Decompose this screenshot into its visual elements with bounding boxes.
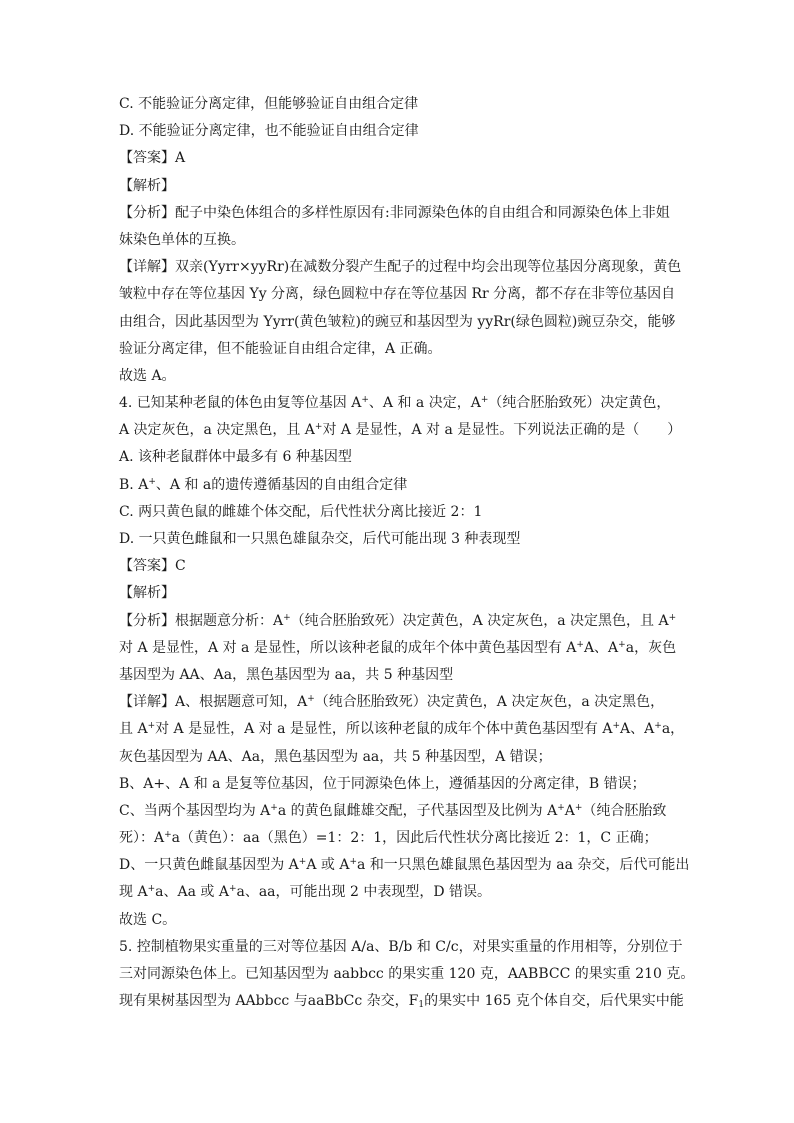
line-text: A. 该种老鼠群体中最多有 6 种基因型 bbox=[119, 449, 352, 466]
line-text: a，灰色 bbox=[625, 639, 677, 656]
line-text: 皱粒中存在等位基因 Yy 分离，绿色圆粒中存在等位基因 Rr 分离，都不存在非等位基因自 bbox=[119, 286, 676, 303]
text-line bbox=[119, 934, 683, 961]
superscript: + bbox=[270, 802, 278, 813]
line-text: A、A bbox=[620, 721, 655, 738]
text-line bbox=[119, 907, 679, 934]
line-text: a（黄色）：aa（黑色）=1：2：1，因此后代性状分离比接近 2：1，C 正确； bbox=[171, 830, 658, 847]
text-line bbox=[119, 309, 679, 336]
section-tag: 【 分析 】 bbox=[119, 205, 175, 221]
superscript: + bbox=[612, 721, 621, 732]
text-line bbox=[119, 635, 679, 662]
line-text: 配子中染色体组合的多样性原因有:非同源染色体的自由组合和同源染色体上非姐 bbox=[175, 204, 670, 221]
line-text: 死）：A bbox=[119, 830, 165, 847]
text-line bbox=[119, 472, 679, 499]
text-line bbox=[119, 227, 679, 254]
line-text: 故选 A。 bbox=[119, 367, 176, 384]
section-tag: 【 解析 】 bbox=[119, 178, 175, 194]
text-line bbox=[119, 444, 679, 471]
line-text: 妹染色单体的互换。 bbox=[119, 231, 245, 248]
line-text: D. 不能验证分离定律，也不能验证自由组合定律 bbox=[119, 123, 419, 140]
text-line bbox=[119, 961, 695, 988]
text-line bbox=[119, 879, 679, 906]
superscript: + bbox=[557, 802, 565, 813]
superscript: + bbox=[618, 639, 626, 650]
line-text: a， bbox=[661, 721, 685, 738]
superscript: + bbox=[480, 395, 489, 406]
text-line bbox=[119, 118, 679, 145]
line-text: 对 A 是显性，A 对 a 是显性，所以该种老鼠的成年个体中黄色基因型有 A bbox=[155, 721, 613, 738]
superscript: + bbox=[164, 830, 172, 841]
section-tag: 【 分析 】 bbox=[119, 613, 175, 629]
line-text: 由组合，因此基因型为 Yyrr(黄色皱粒)的豌豆和基因型为 yyRr(绿色圆粒)豌豆杂交，能够 bbox=[119, 313, 676, 330]
superscript: + bbox=[147, 721, 156, 732]
text-line bbox=[119, 526, 679, 553]
superscript: + bbox=[349, 857, 358, 868]
line-text: 且 A bbox=[119, 721, 148, 738]
text-line bbox=[119, 771, 679, 798]
text-line bbox=[119, 173, 679, 200]
line-text: 双亲(Yyrr×yyRr)在减数分裂产生配子的过程中均会出现等位基因分离现象，黄色 bbox=[175, 259, 682, 276]
text-line bbox=[119, 825, 679, 852]
superscript: + bbox=[148, 476, 156, 487]
section-tag: 【 答案 】 bbox=[119, 558, 175, 574]
line-text: A 或 A bbox=[306, 857, 350, 874]
document-page bbox=[119, 91, 695, 1015]
line-text: C. 两只黄色鼠的雌雄个体交配，后代性状分离比接近 2：1 bbox=[119, 503, 483, 520]
superscript: + bbox=[654, 721, 662, 732]
line-text: A、根据题意可知，A bbox=[175, 694, 308, 711]
text-line bbox=[119, 988, 684, 1015]
superscript: + bbox=[574, 802, 583, 813]
text-line bbox=[119, 336, 679, 363]
line-text: a、aa，可能出现 2 中表现型，D 错误。 bbox=[236, 884, 492, 901]
section-tag: 【 详解 】 bbox=[119, 694, 175, 710]
text-line bbox=[119, 716, 685, 743]
line-text: a 的黄色鼠雌雄交配，子代基因型及比例为 A bbox=[277, 802, 558, 819]
line-text: 5. 控制植物果实重量的三对等位基因 A/a、B/b 和 C/c，对果实重量的作用相等，分别位于 bbox=[119, 938, 683, 955]
line-text: 现 A bbox=[119, 884, 148, 901]
line-text: 灰色基因型为 AA、Aa，黑色基因型为 aa，共 5 种基因型，A 错误； bbox=[119, 748, 552, 765]
section-tag: 【 详解 】 bbox=[119, 259, 175, 275]
line-text: 故选 C。 bbox=[119, 911, 177, 928]
line-text: a、Aa 或 A bbox=[155, 884, 229, 901]
line-text: （纯合胚胎致 bbox=[582, 802, 667, 819]
line-text: A、A bbox=[583, 639, 619, 656]
text-line bbox=[119, 281, 679, 308]
superscript: + bbox=[314, 422, 323, 433]
line-text: a 和一只黑色雄鼠黑色基因型为 aa 杂交，后代可能出 bbox=[357, 857, 690, 874]
line-text: 验证分离定律，但不能验证自由组合定律，A 正确。 bbox=[119, 340, 442, 357]
line-text: 、A 和 a 决定，A bbox=[368, 395, 481, 412]
line-text: 三对同源染色体上。已知基因型为 aabbcc 的果实重 120 克，AABBCC 的果实重 210 克。 bbox=[119, 966, 695, 982]
superscript: + bbox=[147, 884, 156, 895]
line-text: C bbox=[175, 558, 186, 575]
text-line bbox=[119, 145, 679, 172]
text-line bbox=[119, 363, 679, 390]
text-line bbox=[119, 608, 679, 635]
text-line bbox=[119, 798, 679, 825]
line-text: B、A+、A 和 a 是复等位基因，位于同源染色体上，遵循基因的分离定律，B 错误； bbox=[119, 775, 646, 792]
line-text: A bbox=[175, 150, 186, 167]
superscript: + bbox=[228, 884, 237, 895]
superscript: + bbox=[283, 612, 291, 623]
line-text: 现有果树基因型为 AAbbcc 与aaBbCc 杂交，F bbox=[119, 993, 419, 1010]
text-line bbox=[119, 200, 679, 227]
text-line bbox=[119, 390, 679, 417]
line-text: D. 一只黄色雌鼠和一只黑色雄鼠杂交，后代可能出现 3 种表现型 bbox=[119, 531, 521, 547]
text-line bbox=[119, 254, 682, 281]
superscript: + bbox=[307, 694, 315, 705]
section-tag: 【 解析 】 bbox=[119, 585, 175, 601]
line-text: 对 A 是显性，A 对 a 是显性。下列说法正确的是（ ） bbox=[322, 422, 682, 439]
text-line bbox=[119, 91, 679, 118]
section-tag: 【 答案 】 bbox=[119, 150, 175, 166]
text-line bbox=[119, 852, 690, 879]
text-line bbox=[119, 580, 679, 607]
line-text: A 决定灰色，a 决定黑色，且 A bbox=[119, 422, 315, 439]
line-text: 基因型为 AA、Aa，黑色基因型为 aa，共 5 种基因型 bbox=[119, 666, 454, 683]
line-text: A bbox=[564, 802, 575, 819]
superscript: + bbox=[576, 639, 584, 650]
line-text: 、A 和 a的遗传遵循基因的自由组合定律 bbox=[155, 476, 408, 493]
line-text: 4. 已知某种老鼠的体色由复等位基因 A bbox=[119, 395, 362, 412]
text-line bbox=[119, 744, 679, 771]
line-text: 对 A 是显性，A 对 a 是显性，所以该种老鼠的成年个体中黄色基因型有 A bbox=[119, 639, 577, 656]
text-line bbox=[119, 553, 679, 580]
text-line bbox=[119, 689, 679, 716]
line-text: C、当两个基因型均为 A bbox=[119, 802, 271, 819]
text-line bbox=[119, 417, 682, 444]
line-text: 根据题意分析：A bbox=[175, 612, 284, 629]
superscript: + bbox=[298, 857, 307, 868]
text-line bbox=[119, 662, 679, 689]
line-text: B. A bbox=[119, 476, 149, 493]
superscript: + bbox=[361, 395, 369, 406]
line-text: C. 不能验证分离定律，但能够验证自由组合定律 bbox=[119, 96, 419, 112]
line-text: 的果实中 165 克个体自交，后代果实中能 bbox=[424, 993, 684, 1010]
line-text: D、一只黄色雌鼠基因型为 A bbox=[119, 857, 299, 874]
line-text: （纯合胚胎致死）决定黄色， bbox=[488, 395, 671, 412]
superscript: + bbox=[668, 612, 677, 623]
line-text: （纯合胚胎致死）决定黄色，A 决定灰色，a 决定黑色， bbox=[314, 694, 665, 711]
subscript: 1 bbox=[418, 1000, 425, 1011]
line-text: （纯合胚胎致死）决定黄色，A 决定灰色，a 决定黑色，且 A bbox=[290, 612, 669, 629]
text-line bbox=[119, 499, 679, 526]
